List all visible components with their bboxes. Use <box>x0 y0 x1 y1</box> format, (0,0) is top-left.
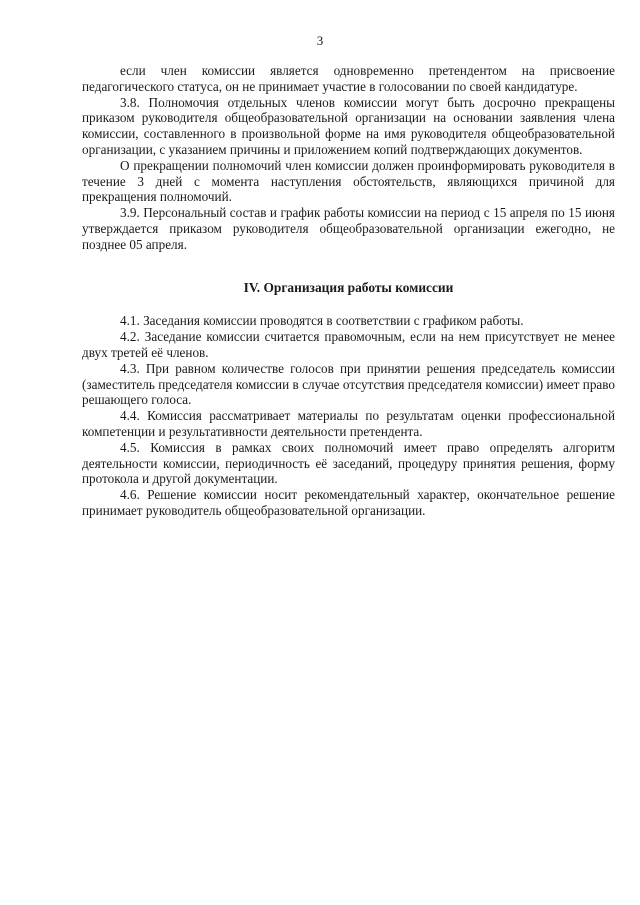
paragraph-4-5: 4.5. Комиссия в рамках своих полномочий имеет право определять алгоритм деятельности комиссии, периодичность её заседаний, процедуру принятия решения, форму протокола и другой документации. <box>82 439 615 487</box>
paragraph-3-7-continuation: если член комиссии является одновременно претендентом на присвоение педагогического статуса, он не принимает участие в голосовании по своей кандидатуре. <box>82 63 615 94</box>
paragraph-3-8: 3.8. Полномочия отдельных членов комиссии могут быть досрочно прекращены приказом руководителя общеобразовательной организации на основании заявления члена комиссии, составленного в произвольной форме на имя руководителя общеобразовательной организации, с указанием причины и приложением копий подтверждающих документов. <box>82 94 615 157</box>
document-body <box>82 63 615 519</box>
page-number: 3 <box>316 33 324 48</box>
paragraph-3-9: 3.9. Персональный состав и график работы комиссии на период с 15 апреля по 15 июня утверждается приказом руководителя общеобразовательной организации ежегодно, не позднее 05 апреля. <box>82 205 615 252</box>
paragraph-4-6: 4.6. Решение комиссии носит рекомендательный характер, окончательное решение принимает руководитель общеобразовательной организации. <box>82 487 615 518</box>
paragraph-3-8-notice: О прекращении полномочий член комиссии должен проинформировать руководителя в течение 3 дней с момента наступления обстоятельств, являющихся причиной для прекращения полномочий. <box>82 157 615 205</box>
paragraph-4-2: 4.2. Заседание комиссии считается правомочным, если на нем присутствует не менее двух третей её членов. <box>82 329 615 360</box>
paragraph-4-4: 4.4. Комиссия рассматривает материалы по результатам оценки профессиональной компетенции и результативности деятельности претендента. <box>82 408 615 439</box>
section-heading: IV. Организация работы комиссии <box>243 279 454 295</box>
paragraph-4-3: 4.3. При равном количестве голосов при принятии решения председатель комиссии (заместитель председателя комиссии в случае отсутствия председателя комиссии) имеет право решающего голоса. <box>82 360 615 408</box>
paragraph-4-1: 4.1. Заседания комиссии проводятся в соответствии с графиком работы. <box>120 313 524 329</box>
